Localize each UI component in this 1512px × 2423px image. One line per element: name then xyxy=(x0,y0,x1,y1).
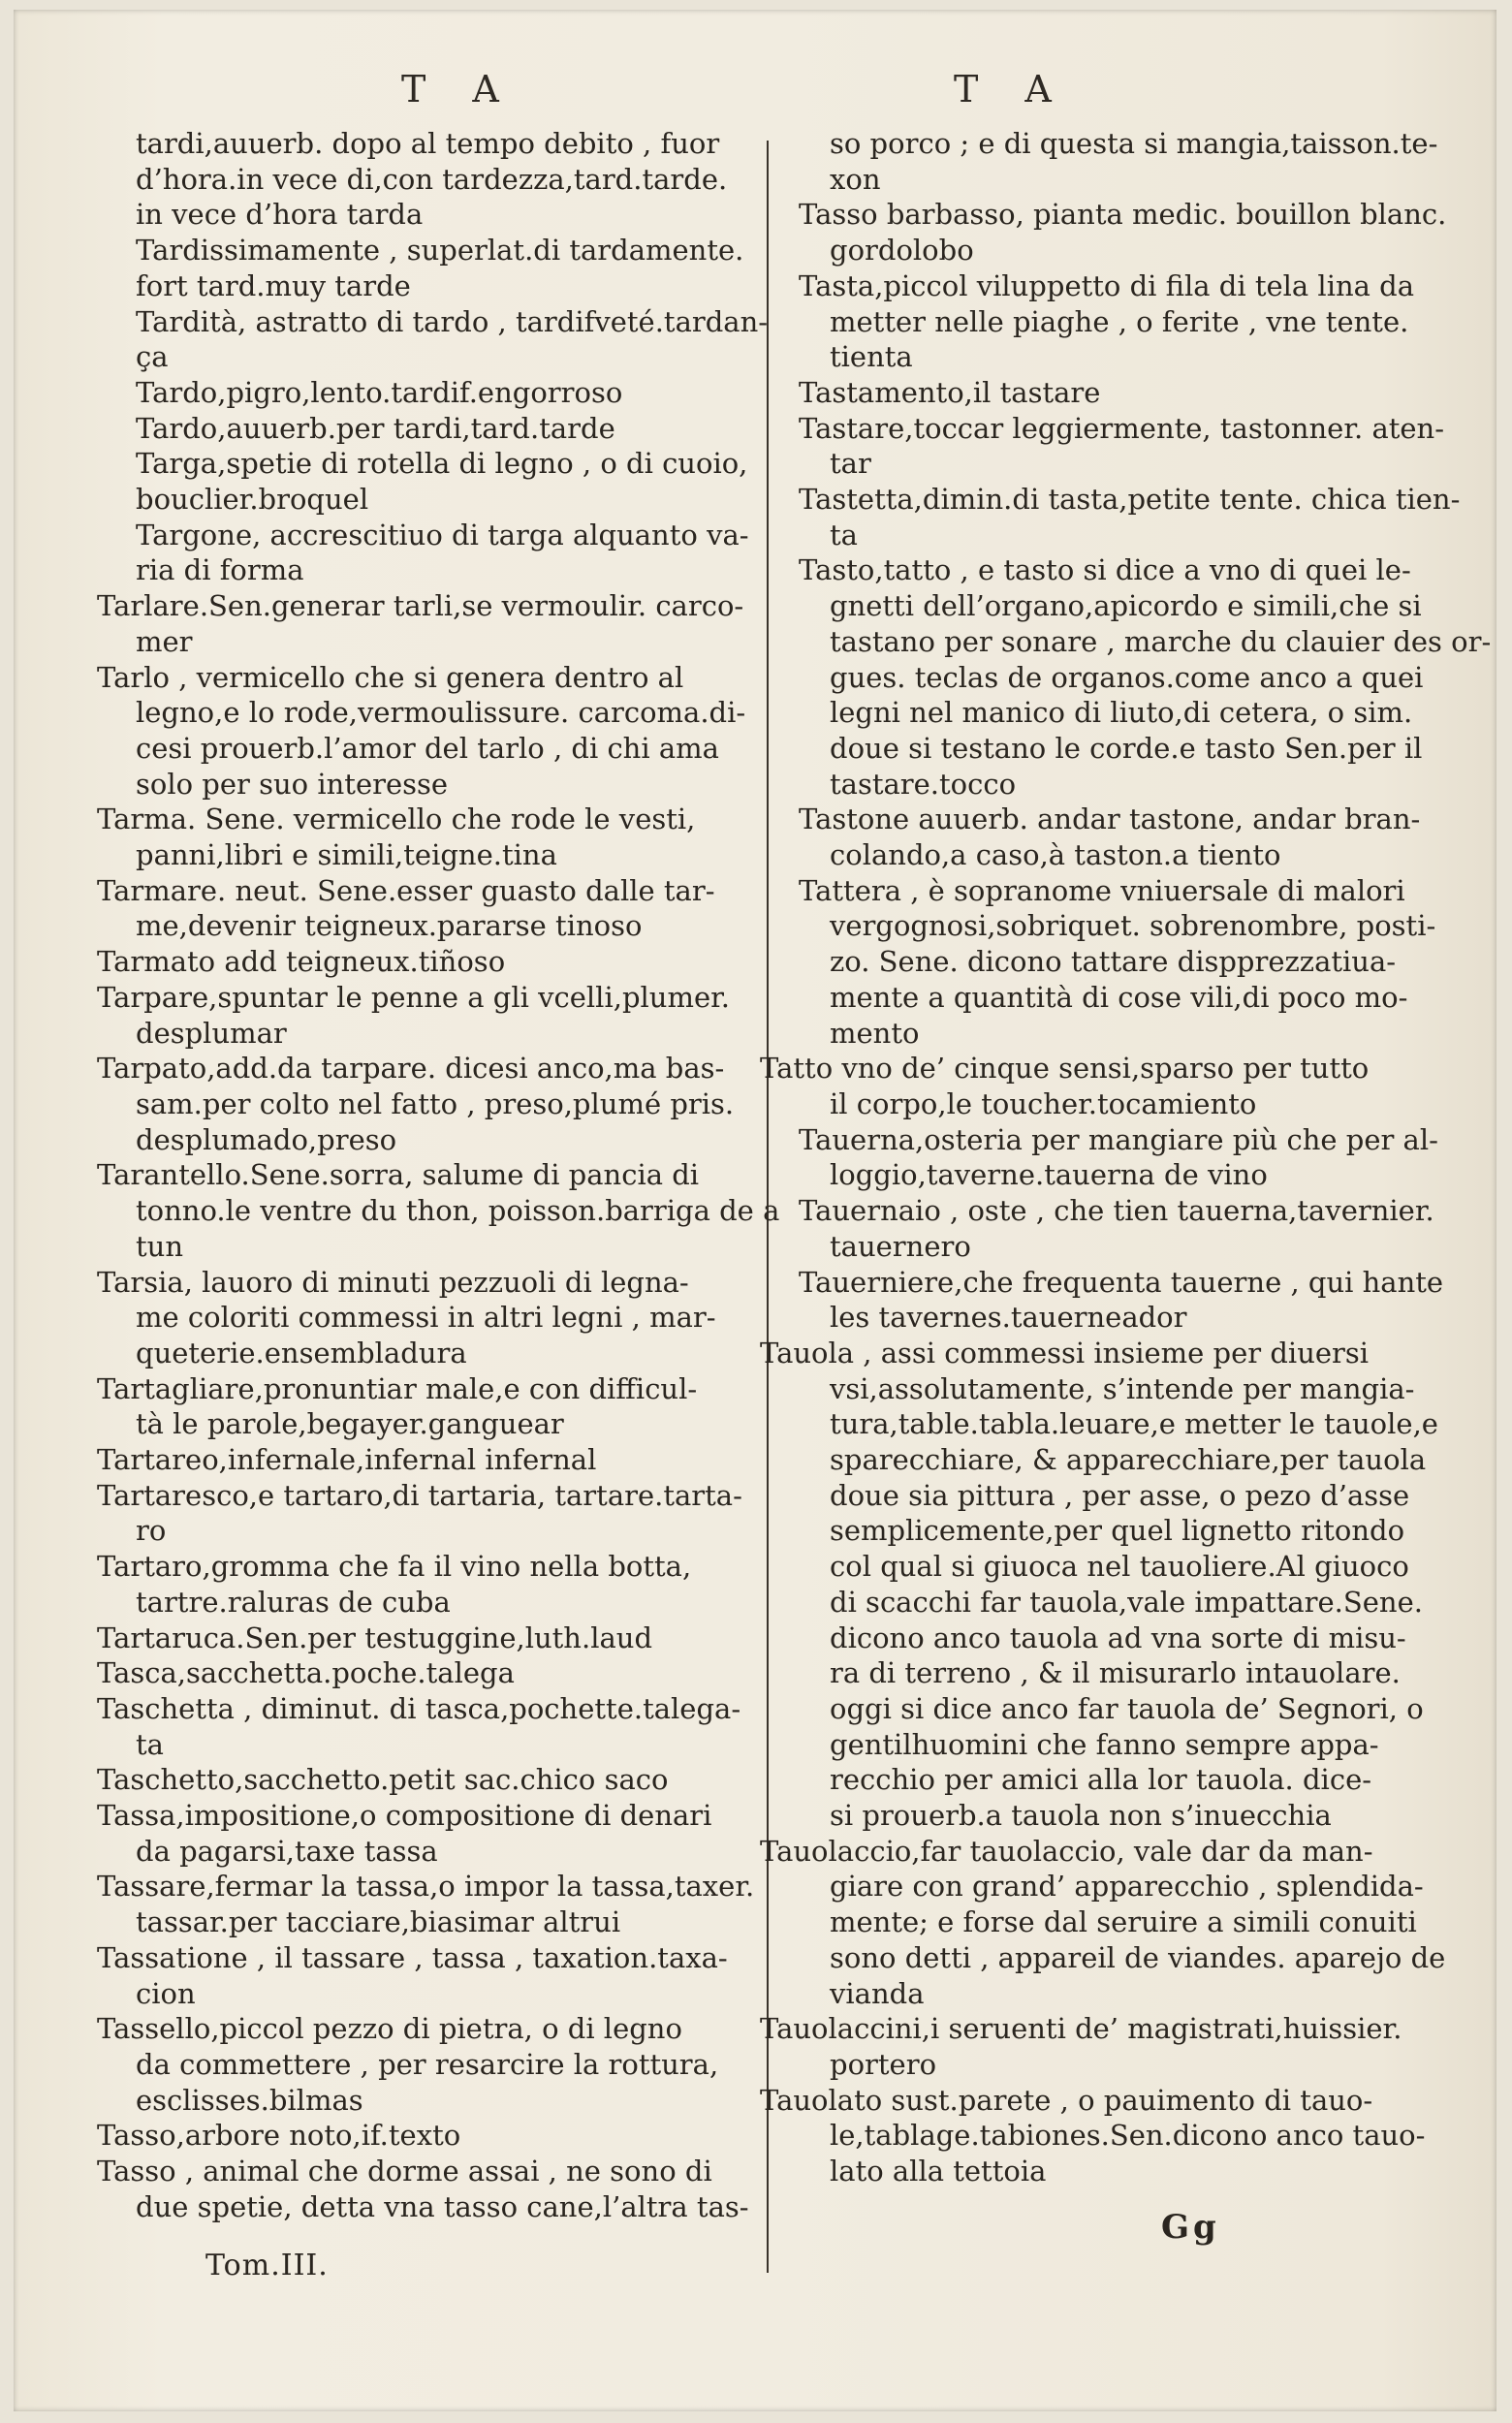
entry-line: si prouerb.a tauola non s’inuecchia xyxy=(830,1799,1332,1833)
entry-line: zo. Sene. dicono tattare dispprezzatiua- xyxy=(830,945,1397,979)
entry-line: vergognosi,sobriquet. sobrenombre, posti- xyxy=(830,909,1436,943)
entry-line: fort tard.muy tarde xyxy=(136,268,411,302)
entry-line: esclisses.bilmas xyxy=(136,2083,363,2117)
entry-line: Tastamento,il tastare xyxy=(799,375,1101,409)
entry-line: Targone, accrescitiuo di targa alquanto va- xyxy=(136,518,749,551)
entry-line: Taschetto,sacchetto.petit sac.chico saco xyxy=(97,1763,669,1797)
entry-line: Tartaruca.Sen.per testuggine,luth.laud xyxy=(97,1621,653,1654)
entry-line: giare con grand’ apparecchio , splendida- xyxy=(830,1870,1424,1904)
entry-line: oggi si dice anco far tauola de’ Segnori, o xyxy=(830,1691,1424,1725)
entry-line: Tasca,sacchetta.poche.talega xyxy=(97,1656,515,1690)
entry-line: Tarma. Sene. vermicello che rode le vesti, xyxy=(97,802,696,836)
entry-line: me coloriti commessi in altri legni , mar- xyxy=(136,1301,716,1335)
entry-line: gordolobo xyxy=(830,234,974,267)
entry-line: me,devenir teigneux.pararse tinoso xyxy=(136,909,643,943)
entry-line: tà le parole,begayer.ganguear xyxy=(136,1407,564,1441)
entry-line: Taschetta , diminut. di tasca,pochette.talega- xyxy=(97,1691,741,1725)
entry-line: Tasso , animal che dorme assai , ne sono di xyxy=(97,2155,712,2188)
entry-line: Tattera , è sopranome vniuersale di malori xyxy=(799,873,1405,907)
entry-line: legni nel manico di liuto,di cetera, o sim. xyxy=(830,696,1413,730)
entry-line: cion xyxy=(136,1976,196,2010)
entry-line: desplumado,preso xyxy=(136,1122,397,1156)
entry-line: vsi,assolutamente, s’intende per mangia- xyxy=(830,1371,1415,1405)
entry-line: Tarpato,add.da tarpare. dicesi anco,ma bas- xyxy=(97,1052,725,1086)
entry-line: gnetti dell’organo,apicordo e simili,che si xyxy=(830,589,1422,623)
entry-line: loggio,taverne.tauerna de vino xyxy=(830,1158,1268,1192)
entry-line: bouclier.broquel xyxy=(136,483,369,517)
entry-line: Tasta,piccol viluppetto di fila di tela lina da xyxy=(799,268,1415,302)
entry-line: il corpo,le toucher.tocamiento xyxy=(830,1086,1257,1120)
entry-line: Tarmare. neut. Sene.esser guasto dalle tar- xyxy=(97,873,715,907)
entry-line: solo per suo interesse xyxy=(136,767,449,801)
entry-line: Tarmato add teigneux.tiñoso xyxy=(97,945,506,979)
entry-line: mente a quantità di cose vili,di poco mo- xyxy=(830,980,1408,1014)
entry-line: ria di forma xyxy=(136,553,304,587)
entry-line: Tauolaccini,i seruenti de’ magistrati,huissier. xyxy=(760,2012,1402,2046)
entry-line: tienta xyxy=(830,340,913,374)
entry-line: da pagarsi,taxe tassa xyxy=(136,1834,438,1868)
entry-line: Tauola , assi commessi insieme per diuersi xyxy=(760,1336,1370,1369)
entry-line: Tardissimamente , superlat.di tardamente. xyxy=(136,234,744,267)
entry-line: Tarpare,spuntar le penne a gli vcelli,plumer. xyxy=(97,980,731,1014)
entry-line: sono detti , appareil de viandes. aparejo de xyxy=(830,1940,1446,1974)
entry-line: Tastone auuerb. andar tastone, andar bran- xyxy=(799,802,1421,836)
entry-line: tauernero xyxy=(830,1229,971,1263)
entry-line: Tauernaio , oste , che tien tauerna,tavernier. xyxy=(799,1194,1434,1228)
entry-line: cesi prouerb.l’amor del tarlo , di chi ama xyxy=(136,731,719,765)
entry-line: due spetie, detta vna tasso cane,l’altra tas- xyxy=(136,2189,749,2223)
entry-line: tartre.raluras de cuba xyxy=(136,1585,451,1619)
entry-line: d’hora.in vece di,con tardezza,tard.tarde. xyxy=(136,162,728,196)
entry-line: Tasto,tatto , e tasto si dice a vno di quei le- xyxy=(799,553,1411,587)
entry-line: da commettere , per resarcire la rottura, xyxy=(136,2047,719,2081)
entry-line: lato alla tettoia xyxy=(830,2155,1047,2188)
left-column xyxy=(97,126,780,2224)
entry-line: ça xyxy=(136,340,169,374)
entry-line: vianda xyxy=(830,1976,925,2010)
entry-line: le,tablage.tabiones.Sen.dicono anco tauo- xyxy=(830,2119,1426,2153)
volume-label: Tom.III. xyxy=(205,2249,329,2282)
entry-line: gentilhuomini che fanno sempre appa- xyxy=(830,1727,1379,1761)
entry-line: Tartagliare,pronuntiar male,e con difficul- xyxy=(97,1371,698,1405)
entry-line: Tastare,toccar leggiermente, tastonner. aten- xyxy=(799,411,1445,445)
entry-line: tun xyxy=(136,1229,184,1263)
entry-line: queterie.ensembladura xyxy=(136,1336,467,1369)
entry-line: Tassare,fermar la tassa,o impor la tassa,taxer. xyxy=(97,1870,755,1904)
entry-line: Tarlo , vermicello che si genera dentro al xyxy=(97,660,684,694)
dictionary-page xyxy=(14,10,1496,2411)
entry-line: Tarantello.Sene.sorra, salume di pancia di xyxy=(97,1158,700,1192)
signature-mark: Gg xyxy=(1161,2208,1220,2247)
right-column xyxy=(760,126,1492,2189)
entry-line: Tauolaccio,far tauolaccio, vale dar da man- xyxy=(760,1834,1373,1868)
entry-line: Tauerniere,che frequenta tauerne , qui hante xyxy=(799,1265,1444,1299)
entry-line: panni,libri e simili,teigne.tina xyxy=(136,838,557,872)
entry-line: Tasso,arbore noto,if.texto xyxy=(97,2119,461,2153)
entry-line: Tarlare.Sen.generar tarli,se vermoulir. carco- xyxy=(97,589,744,623)
running-header xyxy=(14,68,1496,126)
entry-line: colando,a caso,à taston.a tiento xyxy=(830,838,1281,872)
entry-line: doue sia pittura , per asse, o pezo d’asse xyxy=(830,1478,1410,1512)
entry-line: tura,table.tabla.leuare,e metter le tauole,e xyxy=(830,1407,1438,1441)
entry-line: ra di terreno , & il misurarlo intauolare. xyxy=(830,1656,1401,1690)
entry-line: recchio per amici alla lor tauola. dice- xyxy=(830,1763,1372,1797)
entry-line: doue si testano le corde.e tasto Sen.per il xyxy=(830,731,1423,765)
entry-line: di scacchi far tauola,vale impattare.Sene. xyxy=(830,1585,1423,1619)
entry-line: Tauerna,osteria per mangiare più che per al- xyxy=(799,1122,1438,1156)
entry-line: Tardo,pigro,lento.tardif.engorroso xyxy=(136,375,623,409)
entry-line: Tardità, astratto di tardo , tardifveté.tardan- xyxy=(136,304,769,338)
entry-line: dicono anco tauola ad vna sorte di misu- xyxy=(830,1621,1406,1654)
entry-line: ro xyxy=(136,1514,167,1548)
entry-line: tastano per sonare , marche du clauier des or- xyxy=(830,624,1492,658)
entry-line: tastare.tocco xyxy=(830,767,1017,801)
entry-line: legno,e lo rode,vermoulissure. carcoma.di- xyxy=(136,696,746,730)
entry-line: Tatto vno de’ cinque sensi,sparso per tutto xyxy=(760,1052,1370,1086)
entry-line: tardi,auuerb. dopo al tempo debito , fuor xyxy=(136,127,720,160)
entry-line: Targa,spetie di rotella di legno , o di cuoio, xyxy=(136,447,748,481)
entry-line: in vece d’hora tarda xyxy=(136,198,424,232)
entry-line: Tarsia, lauoro di minuti pezzuoli di legna- xyxy=(97,1265,689,1299)
header-right: T A xyxy=(954,68,1069,110)
entry-line: gues. teclas de organos.come anco a quei xyxy=(830,660,1424,694)
entry-line: tonno.le ventre du thon, poisson.barriga de a xyxy=(136,1194,780,1228)
entry-line: ta xyxy=(830,518,858,551)
entry-line: portero xyxy=(830,2047,937,2081)
entry-line: so porco ; e di questa si mangia,taisson.te- xyxy=(830,127,1438,160)
entry-line: Tastetta,dimin.di tasta,petite tente. chica tien- xyxy=(799,483,1461,517)
header-left: T A xyxy=(401,68,517,110)
entry-line: mer xyxy=(136,624,193,658)
entry-line: Tassello,piccol pezzo di pietra, o di legno xyxy=(97,2012,682,2046)
entry-line: col qual si giuoca nel tauoliere.Al giuoco xyxy=(830,1550,1409,1584)
entry-line: desplumar xyxy=(136,1016,287,1050)
entry-line: tassar.per tacciare,biasimar altrui xyxy=(136,1905,621,1939)
entry-line: Tauolato sust.parete , o pauimento di tauo- xyxy=(760,2083,1373,2117)
entry-line: sparecchiare, & apparecchiare,per tauola xyxy=(830,1443,1427,1477)
entry-line: les tavernes.tauerneador xyxy=(830,1301,1187,1335)
entry-line: Tartaresco,e tartaro,di tartaria, tartare.tarta- xyxy=(97,1478,742,1512)
entry-line: semplicemente,per quel lignetto ritondo xyxy=(830,1514,1405,1548)
entry-line: mente; e forse dal seruire a simili conuiti xyxy=(830,1905,1417,1939)
entry-line: sam.per colto nel fatto , preso,plumé pris. xyxy=(136,1086,735,1120)
entry-line: Tartaro,gromma che fa il vino nella botta, xyxy=(97,1550,692,1584)
entry-line: metter nelle piaghe , o ferite , vne tente. xyxy=(830,304,1409,338)
entry-line: Tartareo,infernale,infernal infernal xyxy=(97,1443,597,1477)
entry-line: Tassa,impositione,o compositione di denari xyxy=(97,1799,712,1833)
entry-line: tar xyxy=(830,447,871,481)
entry-line: Tasso barbasso, pianta medic. bouillon blanc. xyxy=(799,198,1447,232)
entry-line: xon xyxy=(830,162,881,196)
entry-line: Tardo,auuerb.per tardi,tard.tarde xyxy=(136,411,615,445)
entry-line: ta xyxy=(136,1727,164,1761)
entry-line: Tassatione , il tassare , tassa , taxation.taxa- xyxy=(97,1940,728,1974)
entry-line: mento xyxy=(830,1016,920,1050)
